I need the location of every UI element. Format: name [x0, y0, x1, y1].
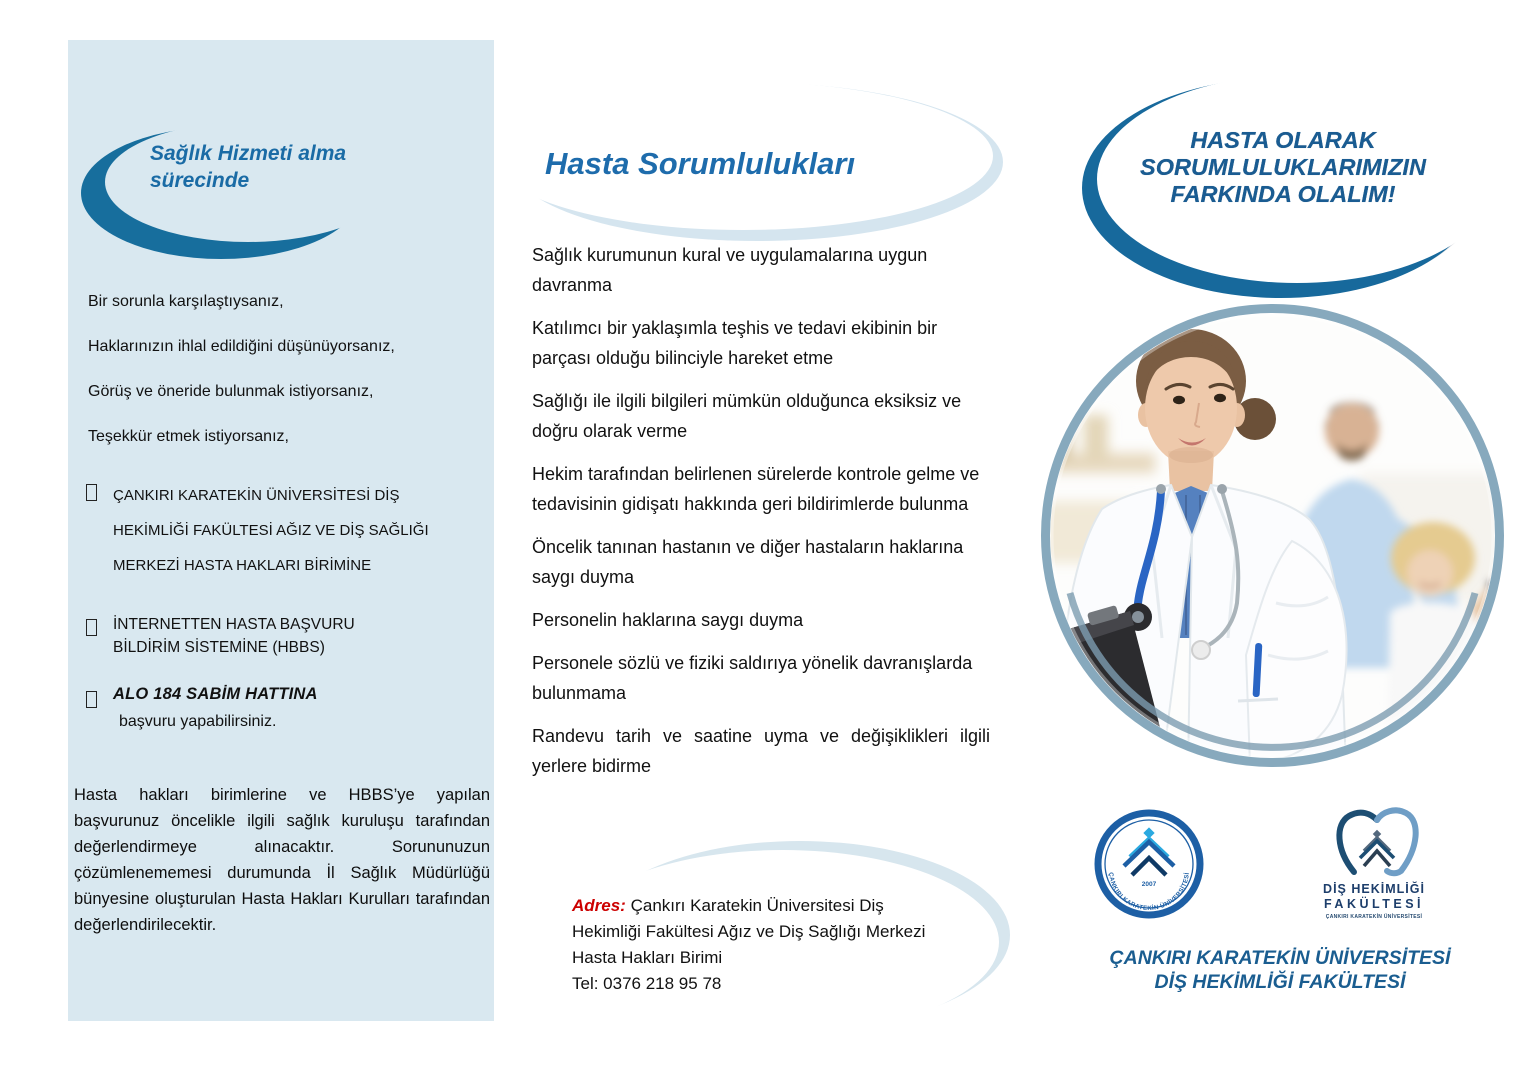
- university-logo: [1093, 808, 1205, 920]
- responsibility-item: Personele sözlü ve fiziki saldırıya yönelik davranışlarda bulunmama: [532, 653, 973, 703]
- bullet-item-alo: [80, 685, 485, 731]
- left-panel-title: Sağlık Hizmeti alma sürecinde: [150, 142, 347, 193]
- faculty-logo: [1318, 800, 1458, 928]
- responsibility-item: Sağlığı ile ilgili bilgileri mümkün olduğunca eksiksiz ve doğru olarak verme: [532, 391, 962, 441]
- middle-panel-title: Hasta Sorumlulukları: [545, 146, 856, 181]
- left-bullet-list: [80, 478, 485, 731]
- intro-item: Haklarınızın ihlal edildiğini düşünüyorsanız,: [88, 338, 395, 355]
- title-line: SORUMLULUKLARIMIZIN: [1140, 154, 1426, 180]
- faculty-logo-line3: ÇANKIRI KARATEKİN ÜNİVERSİTESİ: [1325, 914, 1423, 920]
- address-block: [572, 893, 984, 997]
- footer-line: ÇANKIRI KARATEKİN ÜNİVERSİTESİ: [1109, 947, 1451, 969]
- address-line: Hasta Hakları Birimi: [572, 948, 723, 967]
- left-intro-list: [88, 292, 483, 472]
- university-logo-ring-text: ÇANKIRI KARATEKİN ÜNİVERSİTESİ: [1107, 871, 1191, 913]
- alo-hotline-label: ALO 184 SABİM HATTINA: [113, 685, 318, 703]
- address-line: [572, 893, 984, 919]
- bullet-box-icon: [86, 619, 97, 636]
- bullet-box-icon: [86, 691, 97, 708]
- responsibility-item: Sağlık kurumunun kural ve uygulamalarına uygun davranma: [532, 245, 928, 295]
- responsibility-item: Katılımcı bir yaklaşımla teşhis ve tedavi ekibinin bir parçası olduğu bilinciyle hareket etme: [532, 318, 938, 368]
- faculty-logo-line2: FAKÜLTESİ: [1323, 897, 1425, 911]
- left-panel: [68, 40, 494, 1021]
- intro-item: Görüş ve öneride bulunmak istiyorsanız,: [88, 383, 374, 400]
- university-logo-year: 2007: [1141, 881, 1157, 888]
- bullet-box-icon: [86, 484, 97, 501]
- intro-item: Teşekkür etmek istiyorsanız,: [88, 428, 289, 445]
- title-line: FARKINDA OLALIM!: [1170, 181, 1396, 207]
- responsibility-item: Hekim tarafından belirlenen sürelerde kontrole gelme ve tedavisinin gidişatı hakkında geri bildirimlerde bulunma: [532, 464, 980, 514]
- footer-line: DİŞ HEKİMLİĞİ FAKÜLTESİ: [1154, 971, 1406, 993]
- responsibilities-list: [532, 240, 990, 794]
- right-panel-footer: [1085, 946, 1475, 994]
- alo-hotline-note: başvuru yapabilirsiniz.: [119, 713, 277, 730]
- title-line: HASTA OLARAK: [1190, 127, 1376, 153]
- doctor-photo: [1040, 303, 1505, 768]
- responsibility-item: Randevu tarih ve saatine uyma ve değişiklikleri ilgili yerlere bidirme: [532, 726, 990, 776]
- left-footer-paragraph: Hasta hakları birimlerine ve HBBS’ye yapılan başvurunuz öncelikle ilgili sağlık kuruluşu tarafından değerlendirmeye alınacaktır. Sorununuzun çözümlenememesi durumunda İl Sağlık Müdürlüğü bünyesine oluşturulan Hasta Hakları Kurulları tarafından değerlendirilecektir.: [74, 786, 490, 934]
- address-label: Adres:: [572, 896, 626, 915]
- responsibility-item: Öncelik tanınan hastanın ve diğer hastaların haklarına saygı duyma: [532, 537, 964, 587]
- address-line: Tel: 0376 218 95 78: [572, 974, 722, 993]
- intro-item: Bir sorunla karşılaştıysanız,: [88, 293, 284, 310]
- responsibility-item: Personelin haklarına saygı duyma: [532, 610, 804, 630]
- right-panel-title: [1103, 127, 1463, 208]
- address-text: Çankırı Karatekin Üniversitesi Diş: [630, 896, 884, 915]
- bullet-item: İNTERNETTEN HASTA BAŞVURU BİLDİRİM SİSTEMİNE (HBBS): [80, 613, 485, 659]
- address-line: Hekimliği Fakültesi Ağız ve Diş Sağlığı Merkezi: [572, 922, 926, 941]
- faculty-logo-line1: DİŞ HEKİMLİĞİ: [1323, 882, 1425, 896]
- bullet-item: ÇANKIRI KARATEKİN ÜNİVERSİTESİ DİŞ HEKİMLİĞİ FAKÜLTESİ AĞIZ VE DİŞ SAĞLIĞI MERKEZİ HASTA HAKLARI BİRİMİNE: [80, 478, 485, 583]
